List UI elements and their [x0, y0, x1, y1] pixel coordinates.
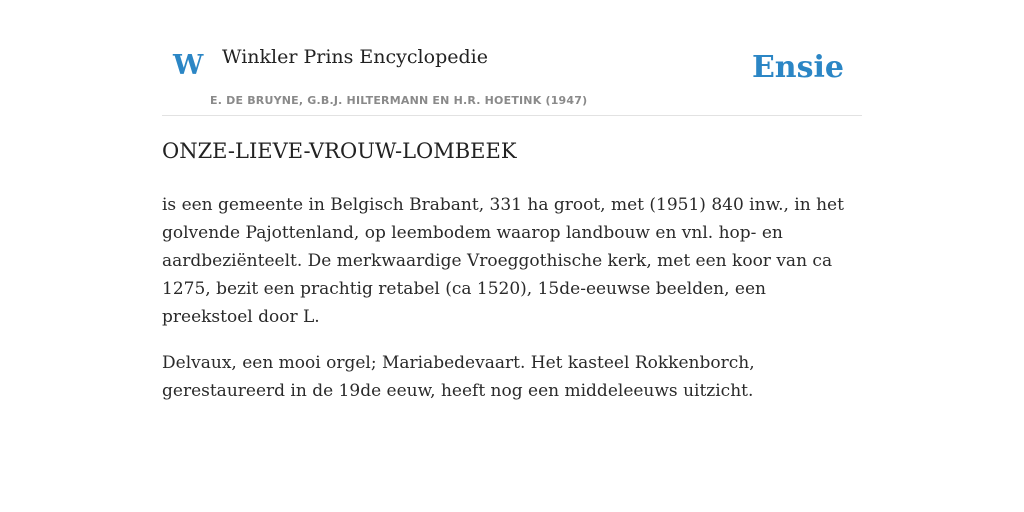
article-title: ONZE-LIEVE-VROUW-LOMBEEK — [162, 139, 517, 163]
book-logo[interactable]: W — [173, 50, 204, 81]
ensie-logo-link[interactable]: Ensie — [751, 50, 844, 85]
book-header — [162, 40, 862, 116]
article-paragraph: Delvaux, een mooi orgel; Mariabedevaart. Het kasteel Rokkenborch, gerestaureerd in de 19de eeuw, heeft nog een middeleeuws uitzicht. — [162, 353, 755, 402]
book-authors: E. DE BRUYNE, G.B.J. HILTERMANN EN H.R. HOETINK (1947) — [210, 94, 588, 107]
article — [162, 138, 862, 423]
book-title[interactable]: Winkler Prins Encyclopedie — [222, 46, 488, 68]
article-paragraph: is een gemeente in Belgisch Brabant, 331 ha groot, met (1951) 840 inw., in het golvende Pajottenland, op leembodem waarop landbouw en vnl. hop- en aardbeziënteelt. De merkwaardige Vroeggothische kerk, met een koor van ca 1275, bezit een prachtig retabel (ca 1520), 15de-eeuwse beelden, een preekstoel door L. — [162, 195, 844, 328]
